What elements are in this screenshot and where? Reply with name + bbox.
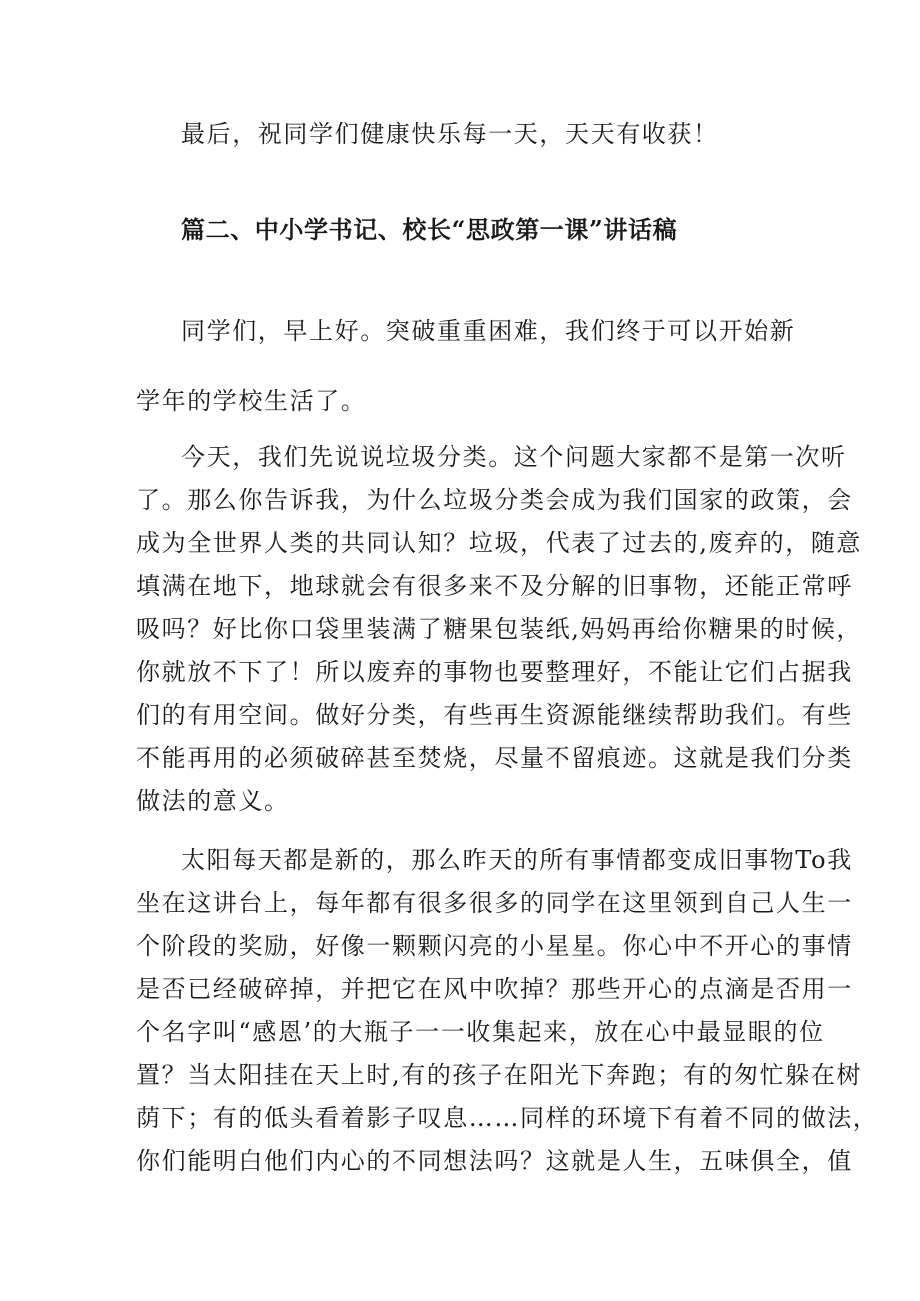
section-heading: 篇二、中小学书记、校长“思政第一课”讲话稿	[181, 215, 678, 244]
paragraph-line: 坐在这讲台上，每年都有很多很多的同学在这里领到自己人生一	[136, 889, 853, 917]
paragraph-line: 今天，我们先说说垃圾分类。这个问题大家都不是第一次听	[181, 443, 847, 471]
paragraph-line: 学年的学校生活了。	[136, 387, 367, 415]
paragraph-line: 荫下；有的低头看着影子叹息……同样的环境下有着不同的做法，	[136, 1104, 879, 1132]
paragraph-line: 了。那么你告诉我，为什么垃圾分类会成为我们国家的政策，会	[136, 486, 853, 514]
paragraph-line: 是否已经破碎掉，并把它在风中吹掉？那些开心的点滴是否用一	[136, 975, 853, 1003]
paragraph-line: 们的有用空间。做好分类，有些再生资源能继续帮助我们。有些	[136, 701, 853, 729]
paragraph-line: 个阶段的奖励，好像一颗颗闪亮的小星星。你心中不开心的事情	[136, 932, 853, 960]
paragraph-line: 吸吗？好比你口袋里装满了糖果包装纸,妈妈再给你糖果的时候，	[136, 615, 863, 643]
closing-line: 最后，祝同学们健康快乐每一天，天天有收获！	[181, 120, 719, 148]
paragraph-line: 填满在地下，地球就会有很多来不及分解的旧事物，还能正常呼	[136, 572, 853, 600]
paragraph-line: 不能再用的必须破碎甚至焚烧，尽量不留痕迹。这就是我们分类	[136, 744, 853, 772]
paragraph-line: 太阳每天都是新的，那么昨天的所有事情都变成旧事物To我	[181, 846, 853, 874]
paragraph-line: 成为全世界人类的共同认知？垃圾，代表了过去的,废弃的，随意	[136, 529, 863, 557]
paragraph-line: 你们能明白他们内心的不同想法吗？这就是人生，五味俱全，值	[136, 1147, 853, 1175]
paragraph-line: 你就放不下了！所以废弃的事物也要整理好，不能让它们占据我	[136, 658, 853, 686]
paragraph-line: 做法的意义。	[136, 787, 290, 815]
paragraph-line: 置？当太阳挂在天上时,有的孩子在阳光下奔跑；有的匆忙躲在树	[136, 1061, 863, 1089]
paragraph-line: 个名字叫“感恩’的大瓶子一一收集起来，放在心中最显眼的位	[136, 1018, 825, 1046]
paragraph-line: 同学们，早上好。突破重重困难，我们终于可以开始新	[181, 317, 796, 345]
